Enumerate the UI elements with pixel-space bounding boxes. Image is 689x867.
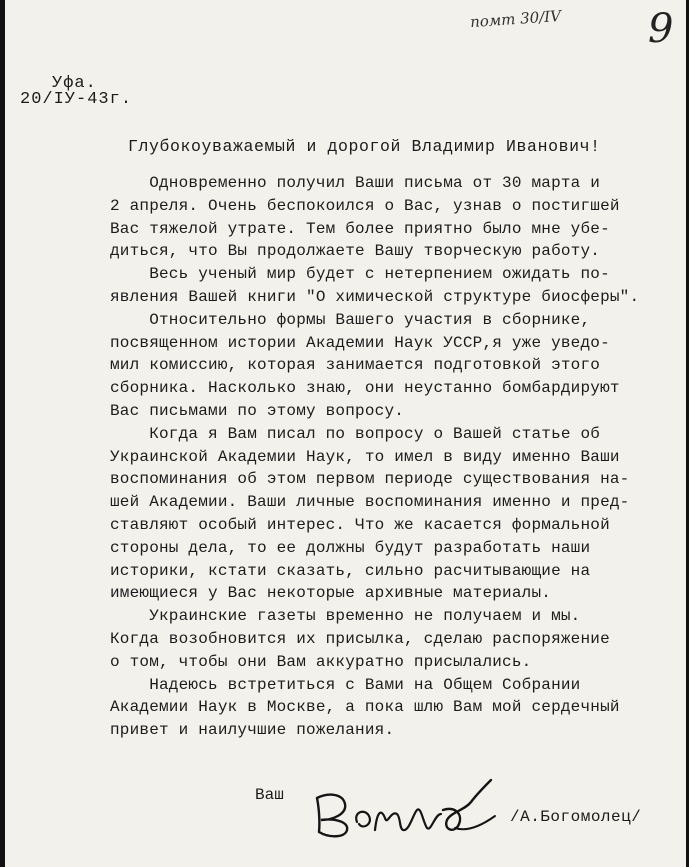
archive-note: помт 30/IV — [469, 6, 562, 32]
body-line: воспоминания об этом первом периоде существования на- — [110, 470, 630, 489]
closing-word: Ваш — [255, 786, 284, 804]
body-line: мил комиссию, которая занимается подготовкой этого — [110, 356, 601, 375]
body-line: сборника. Насколько знаю, они неустанно бомбардируют — [110, 379, 620, 398]
body-line: Надеюсь встретиться с Вами на Общем Собрании — [110, 675, 581, 694]
body-line: привет и наилучшие пожелания. — [110, 721, 395, 740]
body-line: Когда возобновится их присылка, сделаю распоряжение — [110, 629, 610, 648]
body-line: явления Вашей книги "О химической структуре биосферы". — [110, 287, 640, 306]
body-line: 2 апреля. Очень беспокоился о Вас, узнав о постигшей — [110, 196, 620, 215]
body-line: посвященном истории Академии Наук УССР,я уже уведо- — [110, 333, 610, 352]
body-line: шей Академии. Ваши личные воспоминания именно и пред- — [110, 493, 630, 512]
body-line: Когда я Вам писал по вопросу о Вашей статье об — [110, 424, 601, 443]
signer-name: /А.Богомолец/ — [510, 808, 642, 826]
letter-date: 20/IУ-43г. — [20, 90, 133, 109]
body-line: имеющиеся у Вас некоторые архивные материалы. — [110, 584, 552, 603]
body-line: Вас тяжелой утрате. Тем более приятно было мне убе- — [110, 219, 610, 238]
scan-edge-left — [0, 0, 5, 867]
body-line: Относительно формы Вашего участия в сборнике, — [110, 310, 591, 329]
body-line: о том, чтобы они Вам аккуратно присылались. — [110, 652, 532, 671]
salutation: Глубокоуважаемый и дорогой Владимир Иванович! — [128, 137, 601, 156]
body-line: Вас письмами по этому вопросу. — [110, 401, 405, 420]
letter-body — [110, 172, 670, 742]
letter-place: Уфа. — [52, 74, 97, 93]
body-line: Украинские газеты временно не получаем и мы. — [110, 607, 581, 626]
page-number: 9 — [648, 6, 674, 52]
body-line: Академии Наук в Москве, а пока шлю Вам мой сердечный — [110, 698, 620, 717]
body-line: Весь ученый мир будет с нетерпением ожидать по- — [110, 265, 610, 284]
body-line: стороны дела, то ее должны будут разработать наши — [110, 538, 591, 557]
body-line: диться, что Вы продолжаете Вашу творческую работу. — [110, 242, 601, 261]
body-line: ставляют особый интерес. Что же касается формальной — [110, 515, 610, 534]
body-line: Украинской Академии Наук, то имел в виду именно Ваши — [110, 447, 620, 466]
handwritten-signature — [305, 770, 505, 850]
body-line: историки, кстати сказать, сильно расчитывающие на — [110, 561, 591, 580]
body-line: Одновременно получил Ваши письма от 30 марта и — [110, 174, 601, 192]
